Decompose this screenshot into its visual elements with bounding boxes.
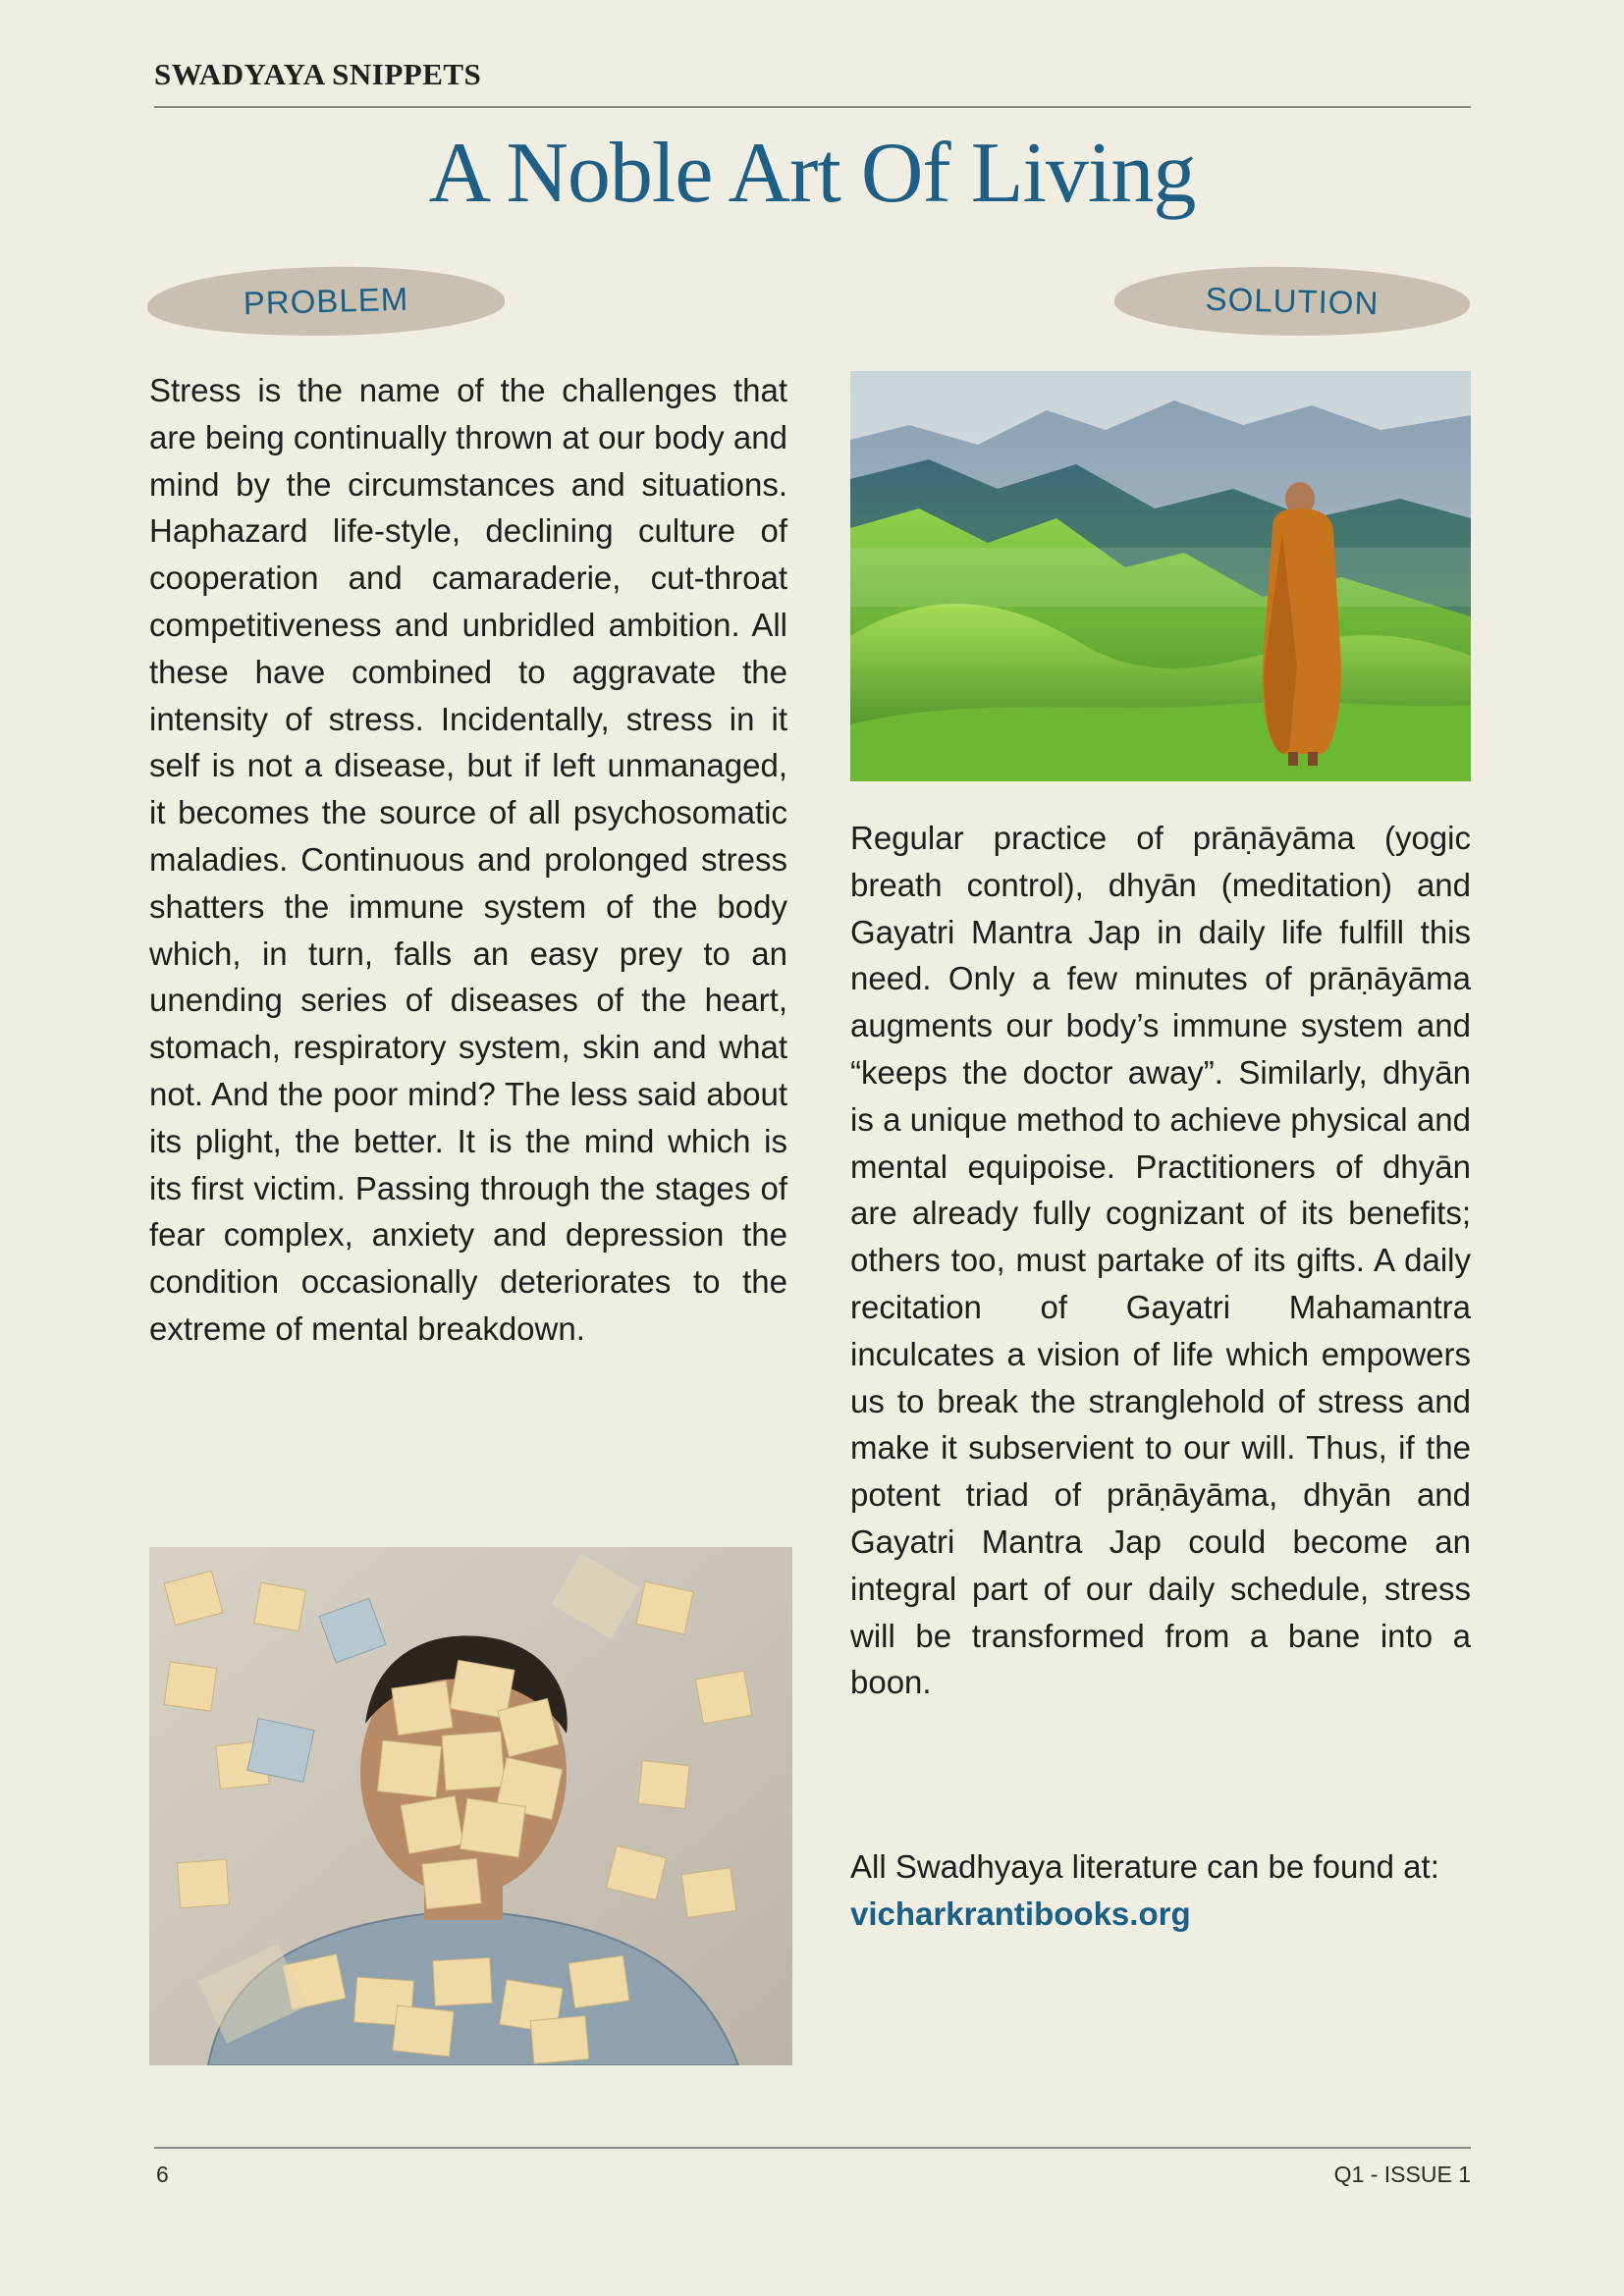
- monk-mountain-illustration: [850, 371, 1471, 781]
- page-title: A Noble Art Of Living: [428, 126, 1196, 221]
- problem-label: PROBLEM: [243, 280, 409, 322]
- solution-label-badge: [1113, 262, 1471, 340]
- monk-mountain-image: [850, 371, 1471, 781]
- header-divider: [154, 106, 1471, 108]
- page-number: 6: [156, 2162, 169, 2187]
- issue-label: Q1 - ISSUE 1: [1333, 2162, 1471, 2187]
- literature-link[interactable]: vicharkrantibooks.org: [850, 1895, 1191, 1932]
- literature-note: [850, 1843, 1471, 1938]
- literature-prefix: All Swadhyaya literature can be found at:: [850, 1848, 1439, 1885]
- solution-label: SOLUTION: [1205, 280, 1380, 322]
- footer-divider: [154, 2147, 1471, 2149]
- stressed-man-illustration: [149, 1547, 792, 2065]
- monk-figure: [1263, 482, 1341, 766]
- publication-label: SWADYAYA SNIPPETS: [154, 57, 482, 91]
- problem-text: Stress is the name of the challenges that are being continually thrown at our body and mind by the circumstances and situations. Haphazard life-style, declining culture of cooperation and camaraderie, cut-throat competitiveness and unbridled ambition. All these have combined to aggravate the intensity of stress. Incidentally, stress in it self is not a disease, but if left unmanaged, it becomes the source of all psychosomatic maladies. Continuous and prolonged stress shatters the immune system of the body which, in turn, falls an easy prey to an unending series of diseases of the heart, stomach, respiratory system, skin and what not. And the poor mind? The less said about its plight, the better. It is the mind which is its first victim. Passing through the stages of fear complex, anxiety and depression the condition occasionally deteriorates to the extreme of mental breakdown.: [149, 372, 787, 1347]
- solution-text: Regular practice of prāṇāyāma (yogic breath control), dhyān (meditation) and Gayatri Mantra Jap in daily life fulfill this need. Only a few minutes of prāṇāyāma augments our body’s immune system and “keeps the doctor away”. Similarly, dhyān is a unique method to achieve physical and mental equipoise. Practitioners of dhyān are already fully cognizant of its benefits; others too, must partake of its gifts. A daily recitation of Gayatri Mahamantra inculcates a vision of life which empowers us to break the stranglehold of stress and make it subservient to our will. Thus, if the potent triad of prāṇāyāma, dhyān and Gayatri Mantra Jap could become an integral part of our daily schedule, stress will be transformed from a bane into a boon.: [850, 820, 1471, 1701]
- stressed-man-image: [149, 1547, 792, 2065]
- problem-label-badge: [146, 262, 506, 341]
